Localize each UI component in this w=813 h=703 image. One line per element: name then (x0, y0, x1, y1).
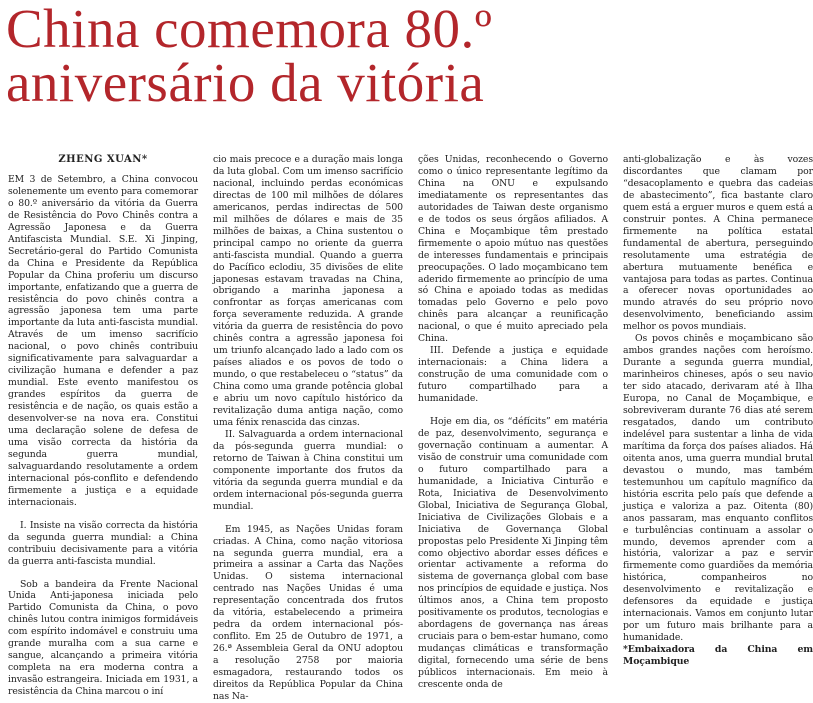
section-heading: II. Salvaguarda a ordem internacional da pós-segunda guerra mundial: o retorno de Taiwan à China constitui um componente importante dos frutos da vitória da segunda guerra mundial e da ordem internacional pós-segunda guerra mundial. (213, 428, 403, 512)
column-1 (8, 154, 198, 703)
author-footnote: *Embaixadora da China em Moçambique (623, 644, 813, 668)
paragraph: Os povos chinês e moçambicano são ambos grandes nações com heroísmo. Durante a segunda guerra mundial, marinheiros chineses, após o seu navio ter sido atacado, derivaram até à Ilha Europa, no Canal de Moçambique, e sobreviveram durante 76 dias até serem resgatados, dando um contributo indelével para sustentar a linha de vida marítima da força dos países aliados. Há oitenta anos, uma guerra mundial brutal devastou o mundo, mas também testemunhou um capítulo magnífico da história escrita pelo país que defende a justiça e valoriza a paz. Oitenta (80) anos passaram, mas enquanto conflitos e turbulências continuam a assolar o mundo, devemos aprender com a história, valorizar a paz e servir firmemente como guardiões da memória histórica, companheiros no desenvolvimento e revitalização e defensores da equidade e justiça internacionais. Vamos em conjunto lutar por um futuro mais brilhante para a humanidade. (623, 333, 813, 644)
headline-line-1: China comemora 80.º (6, 0, 493, 59)
paragraph: Sob a bandeira da Frente Nacional Unida Anti-japonesa iniciada pelo Partido Comunista da China, o povo chinês lutou contra inimigos formidáveis com espírito indomável e construiu uma grande muralha com a sua carne e sangue, alcançando a primeira vitória completa na era moderna contra a invasão estrangeira. Iniciada em 1931, a resistência da China marcou o iní (8, 578, 198, 698)
paragraph: ções Unidas, reconhecendo o Governo como o único representante legítimo da China na ONU e expulsando imediatamente os representantes das autoridades de Taiwan deste organismo e de todos os seus órgãos afiliados. A China e Moçambique têm prestado firmemente o apoio mútuo nas questões de interesses fundamentais e principais preocupações. O lado moçambicano tem aderido firmemente ao princípio de uma só China e apoiado todas as medidas tomadas pelo Governo e pelo povo chinês para alcançar a reunificação nacional, o que é muito apreciado pela China. (418, 154, 608, 345)
paragraph: cio mais precoce e a duração mais longa da luta global. Com um imenso sacrifício nacional, incluindo perdas económicas directas de 100 mil milhões de dólares americanos, perdas indirectas de 500 mil milhões de dólares e mais de 35 milhões de baixas, a China sustentou o principal campo no oriente da guerra anti-fascista mundial. Quando a guerra do Pacífico eclodiu, 35 divisões de elite japonesas estavam travadas na China, obrigando a marinha japonesa a confrontar as forças americanas com força severamente reduzida. A grande vitória da guerra de resistência do povo chinês contra a agressão japonesa foi um triunfo alcançado lado a lado com os países aliados e os povos de todo o mundo, o que restabeleceu o “status” da China como uma grande potência global e abriu um novo capítulo histórico da revitalização duma antiga nação, como uma fénix renascida das cinzas. (213, 154, 403, 428)
column-4 (623, 154, 813, 703)
section-heading: III. Defende a justiça e equidade internacionais: a China lidera a construção de uma comunidade com o futuro compartilhado para a humanidade. (418, 345, 608, 405)
paragraph: Em 1945, as Nações Unidas foram criadas. A China, como nação vitoriosa na segunda guerra mundial, era a primeira a assinar a Carta das Nações Unidas. O sistema internacional centrado nas Nações Unidas é uma representação concentrada dos frutos da vitória, estabelecendo a primeira pedra da ordem internacional pós-conflito. Em 25 de Outubro de 1971, a 26.ª Assembleia Geral da ONU adoptou a resolução 2758 por maioria esmagadora, restaurando todos os direitos da República Popular da China nas Na- (213, 523, 403, 702)
headline (6, 0, 796, 113)
column-2 (213, 154, 403, 703)
headline-line-2: aniversário da vitória (6, 52, 485, 113)
section-heading: I. Insiste na visão correcta da história da segunda guerra mundial: a China contribuiu decisivamente para a vitória da guerra anti-fascista mundial. (8, 519, 198, 567)
byline: ZHENG XUAN* (58, 154, 148, 165)
paragraph: Hoje em dia, os “défícits” em matéria de paz, desenvolvimento, segurança e governação continuam a aumentar. A visão de construir uma comunidade com o futuro compartilhado para a humanidade, a Iniciativa Cinturão e Rota, Iniciativa de Desenvolvimento Global, Iniciativa de Segurança Global, Iniciativa de Civilizações Globais e a Iniciativa de Governança Global propostas pelo Presidente Xi Jinping têm como objectivo abordar esses défices e orientar activamente a reforma do sistema de governança global com base nos princípios de equidade e justiça. Nos últimos anos, a China tem proposto positivamente os produtos, tecnologias e abordagens de governança nas áreas cruciais para o bem-estar humano, como mudanças climáticas e transformação digital, fornecendo uma série de bens públicos internacionais. Em meio à crescente onda de (418, 416, 608, 690)
paragraph: EM 3 de Setembro, a China convocou solenemente um evento para comemorar o 80.º aniversário da vitória da Guerra de Resistência do Povo Chinês contra a Agressão Japonesa e da Guerra Antifascista Mundial. S.E. Xi Jinping, Secretário-geral do Partido Comunista da China e Presidente da República Popular da China proferiu um discurso importante, enfatizando que a guerra de resistência do povo chinês contra a agressão japonesa tem uma parte importante da luta anti-fascista mundial. Através de um imenso sacrifício nacional, o povo chinês contribuiu significativamente para salvaguardar a civilização humana e defender a paz mundial. Este evento manifestou os grandes espíritos da guerra de resistência e de nação, os quais estão a desenvolver-se na nova era. Constitui uma declaração solene de defesa de uma visão correcta da história da segunda guerra mundial, salvaguardando resolutamente a ordem internacional pós-conflito e defendendo firmemente a justiça e a equidade internacionais. (8, 174, 198, 508)
paragraph: anti-globalização e às vozes discordantes que clamam por “desacoplamento e quebra das cadeias de abastecimento”, fica bastante claro quem está a erguer muros e quem está a construir pontes. A China permanece firmemente na política estatal fundamental de abertura, perseguindo resolutamente uma estratégia de abertura mutuamente benéfica e vantajosa para todas as partes. Continua a oferecer novas oportunidades ao mundo através do seu próprio novo desenvolvimento, beneficiando assim melhor os povos mundiais. (623, 154, 813, 333)
article-body (8, 154, 813, 702)
column-3 (418, 154, 608, 703)
